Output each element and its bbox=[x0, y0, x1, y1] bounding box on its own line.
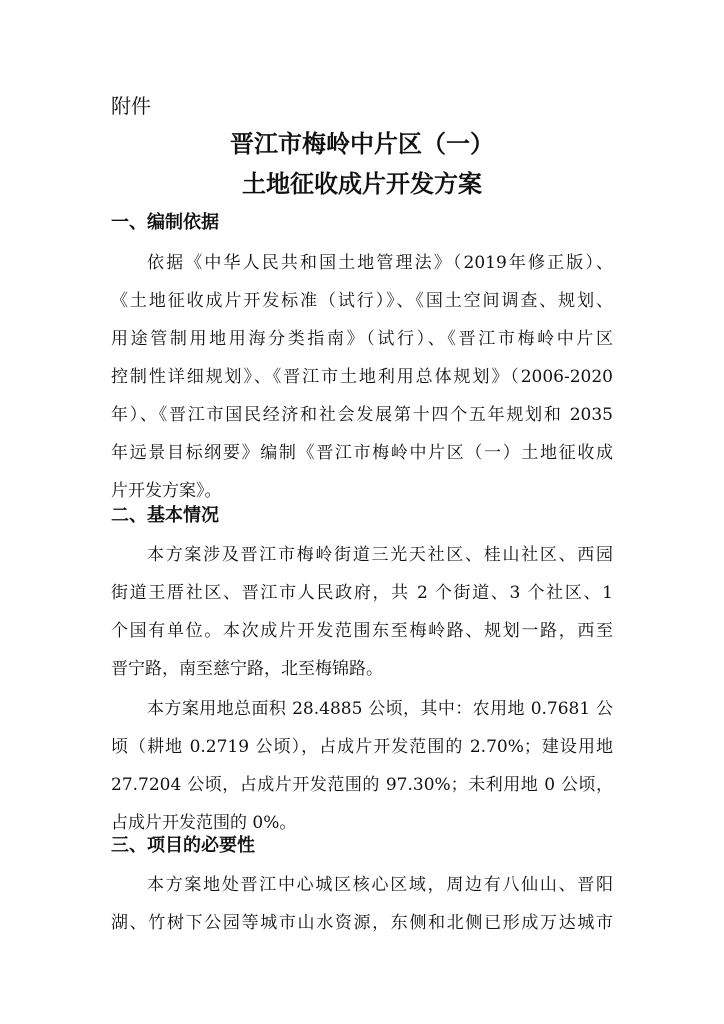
paragraph-line: 片开发方案》。 bbox=[111, 481, 222, 501]
paragraph-line: 用途管制用地用海分类指南》（试行）、《晋江市梅岭中片区 bbox=[111, 329, 613, 349]
paragraph-line: 本方案涉及晋江市梅岭街道三光天社区、桂山社区、西园 bbox=[147, 545, 613, 565]
section-heading-basic-info: 二、基本情况 bbox=[111, 505, 219, 526]
paragraph-line: 年）、《晋江市国民经济和社会发展第十四个五年规划和 2035 bbox=[111, 405, 613, 425]
paragraph-line: 依据《中华人民共和国土地管理法》（2019年修正版）、 bbox=[147, 253, 613, 273]
attachment-label: 附件 bbox=[111, 94, 151, 118]
section-heading-necessity: 三、项目的必要性 bbox=[111, 835, 255, 856]
paragraph-line: 《土地征收成片开发标准（试行）》、《国土空间调查、规划、 bbox=[111, 291, 613, 311]
paragraph-line: 占成片开发范围的 0%。 bbox=[111, 813, 297, 833]
paragraph-line: 晋宁路，南至慈宁路，北至梅锦路。 bbox=[111, 659, 383, 679]
paragraph-line: 顷（耕地 0.2719 公顷），占成片开发范围的 2.70%；建设用地 bbox=[111, 737, 613, 757]
paragraph-line: 湖、竹树下公园等城市山水资源，东侧和北侧已形成万达城市 bbox=[111, 913, 613, 933]
paragraph-line: 本方案用地总面积 28.4885 公顷，其中：农用地 0.7681 公 bbox=[147, 699, 613, 719]
paragraph-line: 27.7204 公顷，占成片开发范围的 97.30%；未利用地 0 公顷， bbox=[111, 775, 613, 795]
paragraph-line: 街道王厝社区、晋江市人民政府，共 2 个街道、3 个社区、1 bbox=[111, 583, 613, 603]
paragraph-line: 控制性详细规划》、《晋江市土地利用总体规划》（2006-2020 bbox=[111, 367, 613, 387]
paragraph-line: 年远景目标纲要》编制《晋江市梅岭中片区（一）土地征收成 bbox=[111, 443, 613, 463]
document-title-line-2: 土地征收成片开发方案 bbox=[242, 170, 482, 198]
section-heading-basis: 一、编制依据 bbox=[111, 212, 219, 233]
paragraph-line: 个国有单位。本次成片开发范围东至梅岭路、规划一路，西至 bbox=[111, 621, 613, 641]
paragraph-line: 本方案地处晋江中心城区核心区域，周边有八仙山、晋阳 bbox=[147, 875, 613, 895]
document-title-line-1: 晋江市梅岭中片区（一） bbox=[230, 130, 494, 158]
